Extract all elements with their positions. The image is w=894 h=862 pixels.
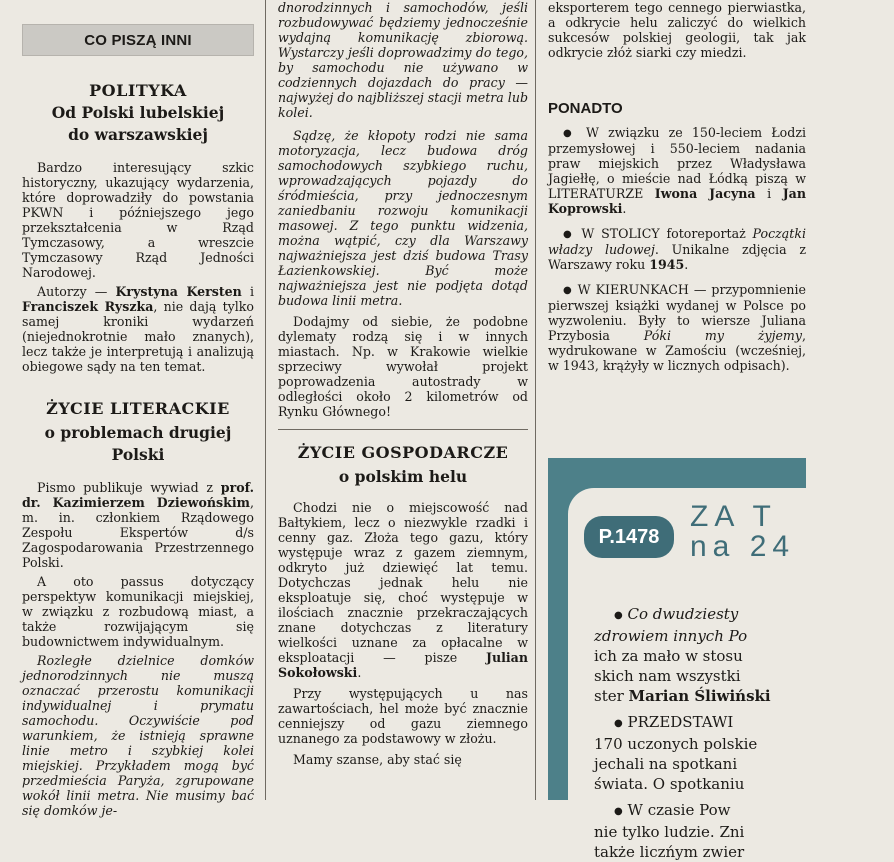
promo-line: nie tylko ludzie. Zni [594, 823, 745, 841]
quote-paragraph: Sądzę, że kłopoty rodzi nie sama motoryzacja, lecz budowa dróg samochodowych szybkiego ruchu, wprowadzających pojazdy do śródmieścia, przy jednoczesnym zaniedbaniu rozwoju komunikacji masowej. Z tego punktu widzenia, można wątpić, czy dla Warszawy najważniejsza jest dziś budowa Trasy Łazienkowskiej. Być może najważniejsza jest nie podjęta dotąd budowa linii metra. [278, 128, 528, 308]
promo-text [594, 604, 894, 862]
article-paragraph: Bardzo interesujący szkic historyczny, ukazujący wydarzenia, które doprowadziły do powstania PKWN i późniejszego jego przekształcenia w Rząd Tymczasowy, a wreszcie Tymczasowy Rząd Jedności Narodowej. [22, 160, 254, 280]
promo-line: skich nam wszystki [594, 667, 741, 685]
column-1 [0, 0, 262, 818]
quote-paragraph: Rozległe dzielnice domków jednorodzinnych nie muszą oznaczać przerostu komunikacji indywidualnej i prymatu samochodu. Oczywiście pod warunkiem, że istnieją sprawne linie metro i szybkiej kolei miejskiej. Przykładem mogą być przedmieścia Paryża, zgrupowane wokół linii metra. Nie musimy bać się domków je- [22, 653, 254, 818]
article-paragraph: Autorzy — Krystyna Kersten i Franciszek Ryszka, nie dają tylko samej kroniki wydarzeń (niejednokrotnie mało znanych), lecz także je interpretują i analizują obiegowe sądy na ten temat. [22, 284, 255, 374]
article-paragraph: Pismo publikuje wywiad z prof. dr. Kazimierzem Dziewońskim, m. in. członkiem Rządowego Zespołu Ekspertów d/s Zagospodarowania Przestrzennego Polski. [22, 480, 254, 570]
bullet-icon: ● [614, 610, 623, 621]
section-title-zycie-gospodarcze: ŻYCIE GOSPODARCZE [297, 443, 509, 462]
list-item: ● W KIERUNKACH — przypomnienie pierwszej książki wydanej w Polsce po wyzwoleniu. Były to wiersze Juliana Przybosia Póki my żyjemy, wydrukowane w Zamościu (wcześniej, w 1943, krążyły w licznych odpisach). [548, 282, 806, 373]
promo-panel [568, 488, 868, 861]
quote-paragraph: dnorodzinnych i samochodów, jeśli rozbudowywać będziemy jednocześnie wydajną komunikację zbiorową. Wystarczy jeśli doprowadzimy do tego, by samochodu nie używano w codziennych dojazdach do pracy — najwyżej do najbliższej stacji metra lub kolei. [278, 0, 529, 120]
bullet-icon: ● [614, 806, 623, 817]
promo-line: zdrowiem innych Po [594, 627, 748, 645]
column-rule [265, 0, 266, 800]
author-name: Julian Sokołowski [278, 650, 528, 680]
author-name: Krystyna Kersten [115, 284, 242, 299]
article-paragraph: Przy występujących u nas zawartościach, hel może być znacznie cenniejszy od gazu ziemnego uznanego za podstawowy w złożu. [278, 686, 528, 746]
section-title-polityka: POLITYKA [89, 81, 187, 100]
section-title-ponadto: PONADTO [548, 100, 623, 117]
author-name: Franciszek Ryszka [22, 299, 154, 314]
promo-line: świata. O spotkaniu [594, 775, 745, 793]
promo-line: ● W czasie Pow [614, 801, 731, 819]
box-header: CO PISZĄ INNI [22, 24, 254, 56]
article-paragraph: Dodajmy od siebie, że podobne dylematy rodzą się i w innych miastach. Np. w Krakowie wielkie sprzeciwy wywołał projekt poprowadzenia autostrady w odległości około 2 kilometrów od Rynku Głównego! [278, 314, 528, 419]
promo-line: jechali na spotkani [594, 755, 738, 773]
bullet-icon: ● [614, 718, 623, 729]
promo-line: ster Marian Śliwiński [594, 687, 771, 705]
list-item: ● W związku ze 150-leciem Łodzi przemysłowej i 550-leciem nadania praw miejskich przez Władysława Jagiełłę, o mieście nad Łódką piszą w LITERATURZE Iwona Jacyna i Jan Koprowski. [548, 125, 806, 216]
article-paragraph: Mamy szanse, aby stać się [293, 752, 462, 767]
headline: o problemach drugiej Polski [44, 423, 232, 464]
list-item: ● W STOLICY fotoreportaż Początki władzy ludowej. Unikalne zdjęcia z Warszawy roku 1945. [548, 226, 806, 272]
section-rule [278, 429, 528, 430]
promo-box [548, 458, 806, 861]
promo-line: ● Co dwudziesty [614, 605, 739, 623]
promo-title: ZA T na 24 [690, 500, 796, 563]
promo-line: 170 uczonych polskie [594, 735, 758, 753]
article-paragraph: eksporterem tego cennego pierwiastka, a odkrycie helu zaliczyć do wielkich sukcesów polskiej geologii, tak jak odkrycie złóż siarki czy miedzi. [548, 0, 806, 60]
article-paragraph: Chodzi nie o miejscowość nad Bałtykiem, lecz o niezwykle rzadki i cenny gaz. Złoża tego gazu, który występuje wraz z gazem ziemnym, odkryto już dziewięć lat temu. Dotychczas jednak helu nie eksploatuje się, choć występuje w ilościach znacznie przekraczających znane dotychczas z literatury wielkości uznane za opłacalne w eksploatacji — pisze Julian Sokołowski. [278, 500, 528, 680]
promo-line: także liczńym zwier [594, 843, 745, 861]
headline-line-1: Od Polski lubelskiej [51, 103, 225, 122]
issue-badge: P.1478 [584, 516, 674, 558]
bullet-icon: ● [563, 128, 577, 139]
interviewee-name: prof. dr. Kazimierzem Dziewońskim [22, 480, 254, 510]
article-paragraph: A oto passus dotyczący perspektyw komunikacji miejskiej, w związku z rozbudową miast, a także rozwijającym się budownictwem indywidualnym. [22, 574, 254, 649]
promo-line: ich za mało w stosu [594, 647, 743, 665]
bullet-icon: ● [563, 285, 573, 296]
bullet-icon: ● [563, 229, 575, 240]
column-rule [535, 0, 536, 800]
promo-line: ● PRZEDSTAWI [614, 713, 734, 731]
headline: o polskim helu [338, 467, 468, 486]
headline-line-2: do warszawskiej [68, 125, 208, 144]
section-title-zycie-literackie: ŻYCIE LITERACKIE [46, 399, 230, 418]
column-2 [272, 0, 534, 800]
